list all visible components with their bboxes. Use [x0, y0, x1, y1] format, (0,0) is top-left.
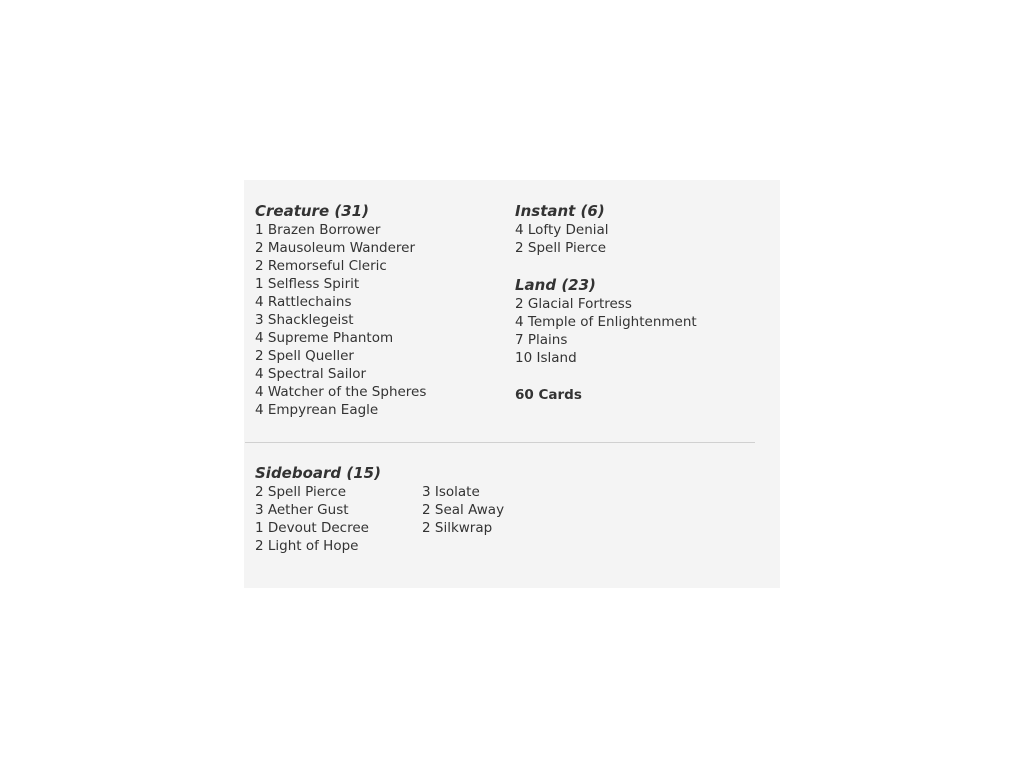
main-deck-left-column	[255, 202, 505, 419]
section-title-land: Land (23)	[515, 276, 596, 294]
section-divider	[245, 442, 755, 443]
card-entry: 2 Glacial Fortress	[515, 296, 632, 312]
card-entry: 1 Devout Decree	[255, 520, 369, 536]
card-entry: 1 Brazen Borrower	[255, 222, 381, 238]
card-entry: 4 Empyrean Eagle	[255, 402, 379, 418]
land-section	[515, 276, 765, 367]
card-entry: 7 Plains	[515, 332, 568, 348]
card-entry: 10 Island	[515, 350, 577, 366]
card-entry: 4 Spectral Sailor	[255, 366, 367, 382]
card-entry: 4 Rattlechains	[255, 294, 352, 310]
card-entry: 2 Seal Away	[422, 502, 505, 518]
card-entry: 2 Spell Pierce	[515, 240, 606, 256]
card-entry: 2 Silkwrap	[422, 520, 493, 536]
card-entry: 3 Isolate	[422, 484, 480, 500]
card-entry: 2 Mausoleum Wanderer	[255, 240, 416, 256]
section-spacer	[515, 367, 765, 386]
decklist-panel	[244, 180, 780, 588]
section-spacer	[515, 257, 765, 276]
card-entry: 2 Light of Hope	[255, 538, 359, 554]
main-deck-right-column	[515, 202, 765, 404]
sideboard-columns	[255, 483, 755, 563]
section-title-sideboard: Sideboard (15)	[255, 464, 381, 482]
card-entry: 1 Selfless Spirit	[255, 276, 360, 292]
creature-section	[255, 202, 505, 419]
sideboard-section	[255, 464, 755, 563]
section-title-creature: Creature (31)	[255, 202, 369, 220]
sideboard-column-2	[422, 483, 582, 537]
card-entry: 2 Spell Queller	[255, 348, 354, 364]
sideboard-column-1	[255, 483, 415, 555]
card-entry: 2 Spell Pierce	[255, 484, 346, 500]
card-entry: 4 Lofty Denial	[515, 222, 609, 238]
card-entry: 3 Aether Gust	[255, 502, 349, 518]
section-title-instant: Instant (6)	[515, 202, 605, 220]
card-entry: 2 Remorseful Cleric	[255, 258, 387, 274]
card-entry: 4 Watcher of the Spheres	[255, 384, 427, 400]
deck-total-count: 60 Cards	[515, 387, 582, 403]
instant-section	[515, 202, 765, 257]
card-entry: 4 Supreme Phantom	[255, 330, 394, 346]
card-entry: 3 Shacklegeist	[255, 312, 354, 328]
card-entry: 4 Temple of Enlightenment	[515, 314, 697, 330]
